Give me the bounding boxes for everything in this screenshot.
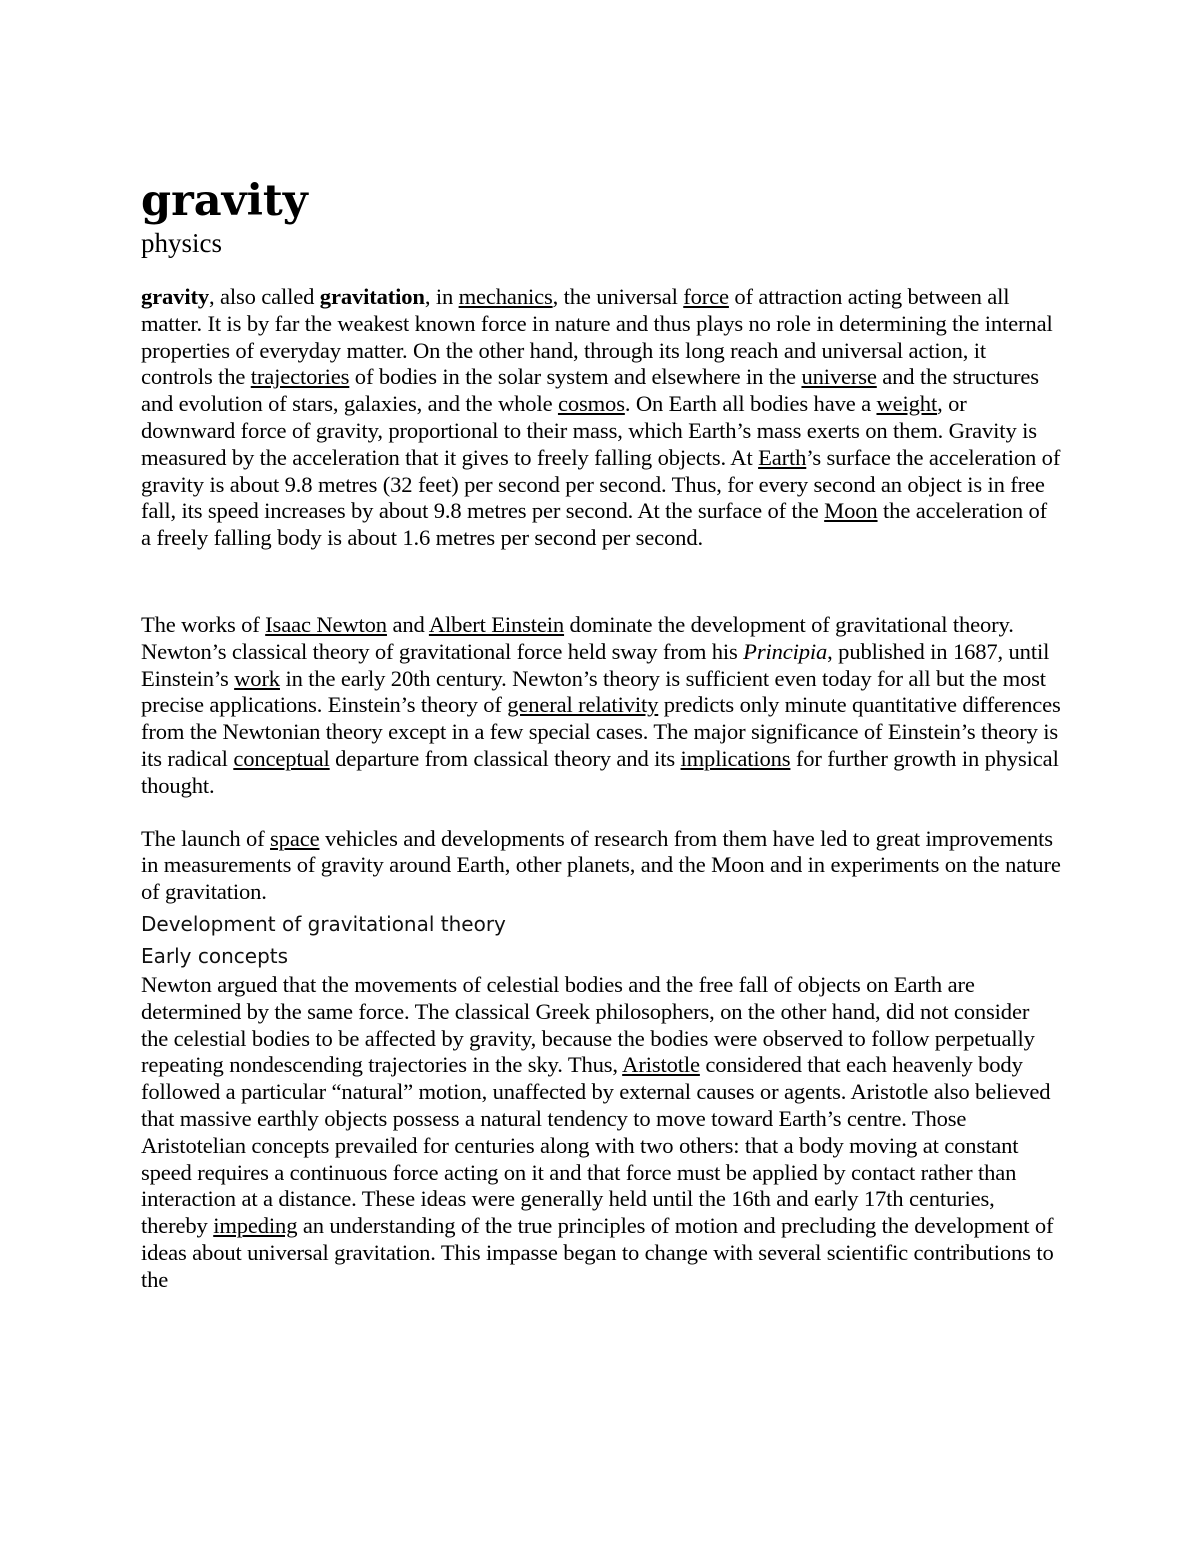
text-run: , in	[424, 284, 459, 309]
text-run: departure from classical theory and its	[329, 745, 681, 771]
early-concepts-paragraph	[141, 972, 1061, 1294]
text-run: , or downward force of gravity, proportional to their mass, which Earth’s mass exerts on them. Gravity is measured by the acceleration that it gives to freely falling objects. At	[141, 391, 1037, 470]
text-run: , the universal	[552, 284, 684, 309]
page-subtitle: physics	[141, 228, 222, 258]
text-run: dominate the development of gravitational theory. Newton’s classical theory of gravitational force held sway from his	[141, 611, 1014, 664]
link-aristotle[interactable]: Aristotle	[622, 1052, 700, 1078]
italic-principia: Principia	[743, 638, 828, 664]
link-force[interactable]: force	[683, 284, 729, 309]
link-conceptual[interactable]: conceptual	[233, 745, 330, 771]
link-trajectories[interactable]: trajectories	[250, 364, 350, 390]
intro-paragraph	[141, 284, 1061, 552]
text-run: and the structures and evolution of stars, galaxies, and the whole	[141, 364, 1039, 417]
text-run: The works of	[141, 611, 266, 637]
link-cosmos[interactable]: cosmos	[557, 391, 625, 417]
link-isaac-newton[interactable]: Isaac Newton	[265, 611, 387, 637]
text-run: an understanding of the true principles of motion and precluding the development of ideas about universal gravitation. This impasse began to change with several scientific contributions to the	[141, 1213, 1054, 1292]
text-run: the acceleration of a freely falling body is about 1.6 metres per second per second.	[141, 498, 1048, 551]
document-page	[141, 176, 1061, 1294]
text-run: for further growth in physical thought.	[141, 745, 1059, 798]
section-heading-development: Development of gravitational theory	[141, 911, 506, 936]
link-work[interactable]: work	[234, 665, 280, 691]
link-impeding[interactable]: impeding	[213, 1213, 298, 1239]
link-general-relativity[interactable]: general relativity	[507, 692, 659, 718]
text-run: considered that each heavenly body followed a particular “natural” motion, unaffected by external causes or agents. Aristotle also believed that massive earthly objects possess a natural tendency to move toward Earth’s centre. Those Aristotelian concepts prevailed for centuries along with two others: that a body moving at constant speed requires a continuous force acting on it and that force must be applied by contact rather than interaction at a distance. These ideas were generally held until the 16th and early 17th centuries, thereby	[141, 1052, 1051, 1239]
link-space[interactable]: space	[270, 825, 320, 851]
term-gravity: gravity	[141, 284, 209, 309]
section-heading-early-concepts: Early concepts	[141, 943, 289, 968]
text-run: Newton argued that the movements of celestial bodies and the free fall of objects on Earth are determined by the same force. The classical Greek philosophers, on the other hand, did not consider the celestial bodies to be affected by gravity, because the bodies were observed to follow perpetually repeating nondescending trajectories in the sky. Thus,	[141, 971, 1035, 1078]
text-run: , also called	[208, 284, 320, 309]
text-run: of bodies in the solar system and elsewhere in the	[349, 364, 802, 390]
text-run: in the early 20th century. Newton’s theory is sufficient even today for all but the most precise applications. Einstein’s theory of	[141, 665, 1046, 718]
link-earth[interactable]: Earth	[758, 444, 807, 470]
text-run: of attraction acting between all matter. It is by far the weakest known force in nature and thus plays no role in determining the internal properties of everyday matter. On the other hand, through its long reach and universal action, it controls the	[141, 284, 1053, 390]
link-mechanics[interactable]: mechanics	[458, 284, 553, 309]
text-run: predicts only minute quantitative differences from the Newtonian theory except in a few special cases. The major significance of Einstein’s theory is its radical	[141, 692, 1061, 771]
link-universe[interactable]: universe	[801, 364, 877, 390]
space-paragraph	[141, 826, 1061, 906]
text-run: , published in 1687, until Einstein’s	[141, 638, 1050, 691]
text-run: ’s surface the acceleration of gravity is about 9.8 metres (32 feet) per second per second. Thus, for every second an object is in free fall, its speed increases by about 9.8 metres per second. At the surface of the	[141, 444, 1061, 524]
text-run: and	[386, 611, 429, 637]
text-run: The launch of	[141, 825, 271, 851]
page-title: gravity	[141, 176, 308, 226]
link-moon[interactable]: Moon	[824, 498, 878, 524]
link-weight[interactable]: weight	[876, 391, 938, 417]
link-albert-einstein[interactable]: Albert Einstein	[428, 611, 565, 637]
text-run: . On Earth all bodies have a	[624, 391, 877, 417]
term-gravitation: gravitation	[319, 284, 425, 309]
theory-paragraph	[141, 612, 1061, 800]
text-run: vehicles and developments of research from them have led to great improvements in measurements of gravity around Earth, other planets, and the Moon and in experiments on the nature of gravitation.	[141, 825, 1061, 905]
link-implications[interactable]: implications	[680, 745, 791, 771]
